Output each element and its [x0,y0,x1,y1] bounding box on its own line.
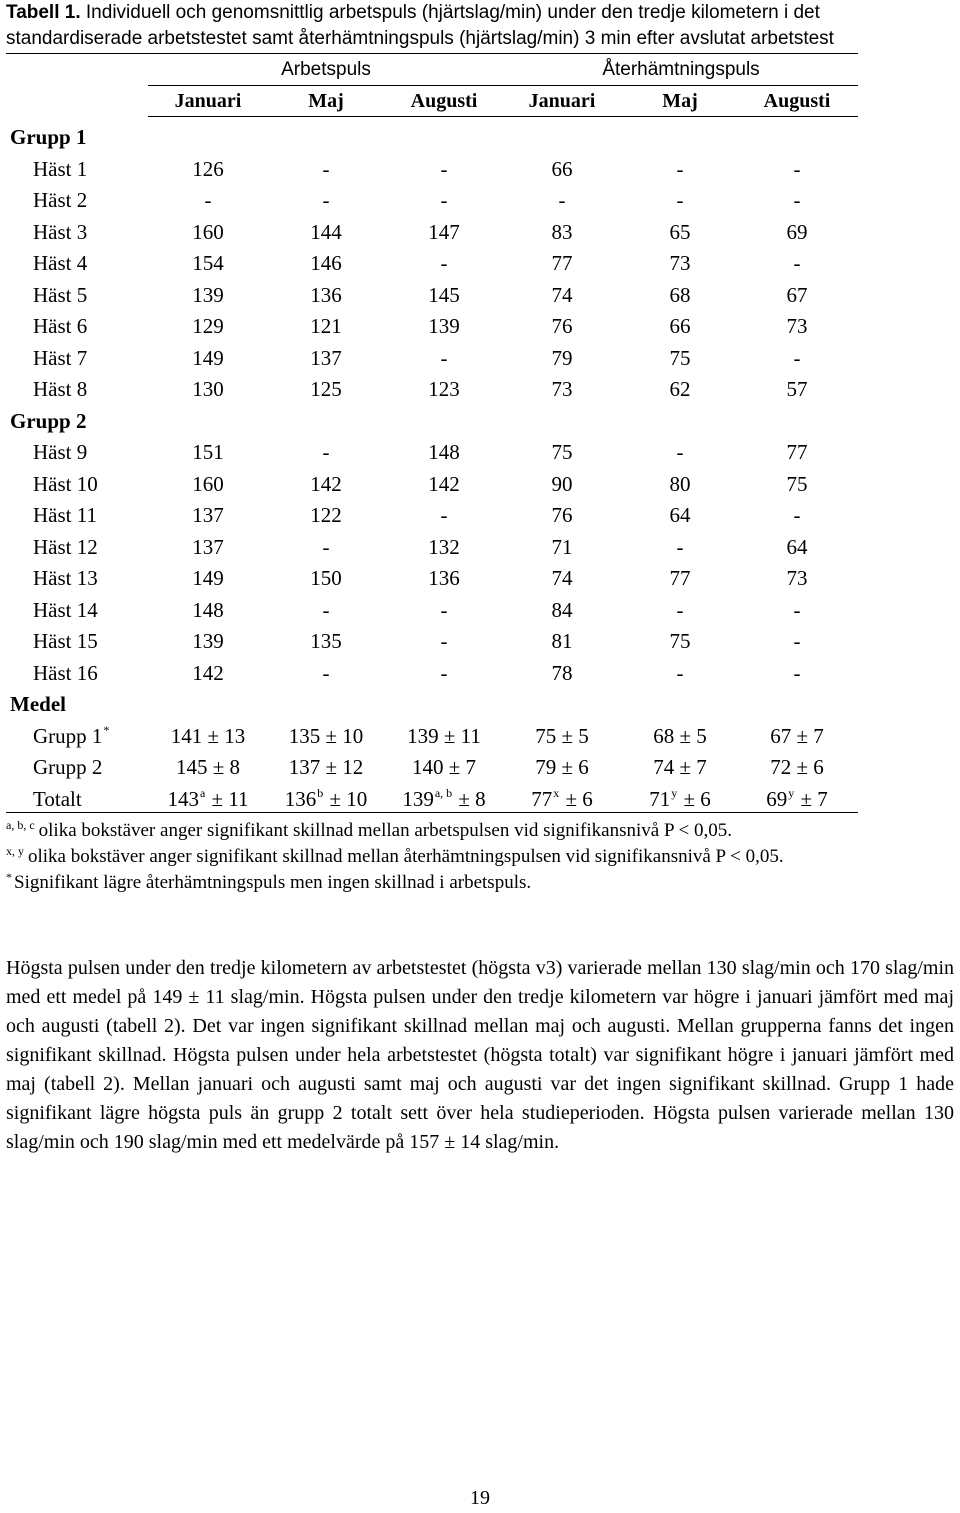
mean-cell [412,755,476,779]
table-cell: - [793,629,801,653]
table-cell: 125 [310,377,342,401]
table-cell: 137 [310,345,342,370]
mean-value: 139 [407,723,439,748]
row-label: Häst 7 [33,345,88,370]
significance-letter: x [553,785,560,800]
table-cell: 149 [192,566,224,590]
table-cell: 146 [310,251,342,275]
mean-value: 137 [288,755,321,779]
table-cell: 62 [669,377,691,401]
mean-value: 69 [766,786,788,811]
table-cell: 80 [669,471,691,496]
table-cell: - [440,188,448,212]
table-cell: 145 [428,282,460,307]
mean-cell [167,787,248,814]
mean-cell [653,755,707,779]
standard-deviation: ± 11 [211,786,249,811]
table-cell: 123 [428,377,460,401]
footnote-text: olika bokstäver anger signifikant skillnad mellan arbetspulsen vid signifikansnivå P < 0,05. [38,820,733,841]
group-title: Medel [10,692,66,716]
table-cell: - [440,345,448,370]
table-cell: 137 [192,503,224,527]
table-cell: 75 [551,440,573,464]
footnote-text: olika bokstäver anger signifikant skillnad mellan återhämtningspulsen vid signifikansnivå P < 0,05. [28,846,784,867]
footnote-significance-arbetspuls [6,819,732,844]
column-header: Augusti [410,90,478,112]
table-cell: 147 [428,219,460,244]
column-header: Januari [528,90,596,112]
group-header-arbetspuls: Arbetspuls [281,59,371,80]
table-cell: 160 [192,219,224,244]
table-cell: 160 [192,471,224,496]
significance-mark: * [103,722,110,737]
table-cell: - [793,251,801,275]
table-cell: 81 [551,629,573,653]
standard-deviation: ± 7 [796,723,824,748]
table-cell: 90 [551,471,573,496]
column-header: Maj [308,90,344,112]
mean-cell [531,787,593,814]
table-cell: - [322,156,330,181]
table-cell: 75 [669,629,691,653]
standard-deviation: ± 10 [329,786,368,811]
group-header-aterhamtningspuls: Återhämtningspuls [602,59,760,80]
table-cell: - [322,597,330,622]
mean-cell [766,787,828,814]
table-cell: - [676,440,684,464]
mean-cell [171,724,246,748]
table-cell: 75 [669,345,691,370]
mean-value: 141 [170,723,203,748]
table-cell: 64 [669,503,691,527]
column-header: Augusti [763,90,831,112]
row-label [33,724,110,751]
group-title: Grupp 2 [10,408,87,433]
row-label: Häst 4 [33,251,88,275]
mean-value: 139 [402,786,434,811]
table-cell: - [676,660,684,685]
body-paragraph: Högsta pulsen under den tredje kilometern av arbetstestet (högsta v3) varierade mellan 130 slag/min och 170 slag/min med ett medel på 149 ± 11 slag/min. Högsta pulsen under den tredje kilometern var högre i januari jämfört med maj och augusti (tabell 2). Det var ingen signifikant skillnad mellan maj och augusti. Mellan grupperna fanns det ingen signifikant skillnad. Högsta pulsen under hela arbetstestet (högsta totalt) var signifikant högre i januari jämfört med maj (tabell 2). Mellan januari och augusti samt maj och augusti var det ingen signifikant skillnad. Grupp 1 hade signifikant lägre högsta puls än grupp 2 totalt sett över hela studieperioden. Högsta pulsen varierade mellan 130 slag/min och 190 slag/min med ett medelvärde på 157 ± 14 slag/min. [6,957,954,1153]
table-cell: - [793,503,801,527]
table-cell: - [440,251,448,275]
mean-value: 135 [288,723,321,748]
group-header-rule-arbetspuls [148,85,504,86]
mean-value: 75 [535,723,557,748]
table-cell: 150 [310,566,342,590]
row-label [33,787,82,811]
table-caption-label: Tabell 1. [6,2,81,23]
table-cell: - [793,345,801,370]
table-cell: - [676,156,684,181]
table-cell: 66 [669,314,691,338]
table-cell: - [793,597,801,622]
footnote-mark: * [6,870,12,884]
mean-value: 74 [653,755,675,779]
standard-deviation: ± 7 [800,786,828,811]
standard-deviation: ± 7 [679,755,707,779]
mean-cell [649,787,711,814]
mean-value: 136 [284,786,317,811]
mean-cell [176,755,240,779]
row-label: Häst 12 [33,534,98,559]
table-cell: 73 [551,377,573,401]
mean-value: 72 [770,755,792,779]
table-cell: - [793,156,801,181]
table-cell: 79 [551,345,573,370]
table-cell: 139 [192,629,224,653]
table-cell: 69 [786,219,808,244]
mean-value: 145 [175,755,208,779]
standard-deviation: ± 8 [212,755,241,779]
table-cell: 73 [786,566,808,590]
table-cell: 74 [551,282,573,307]
row-label: Häst 6 [33,314,88,338]
table-cell: - [676,534,684,559]
table-cell: 77 [786,440,808,464]
table-cell: - [440,660,448,685]
standard-deviation: ± 12 [325,755,364,779]
page-number: 19 [470,1487,490,1509]
mean-value: 79 [535,755,557,779]
table-cell: 129 [192,314,224,338]
table-cell: 139 [428,314,460,338]
mean-cell [770,724,824,748]
table-cell: 135 [310,629,342,653]
table-cell: 77 [669,566,691,590]
table-cell: 154 [192,251,224,275]
table-cell: 139 [192,282,224,307]
significance-letter: y [788,785,795,800]
table-cell: 132 [428,534,460,559]
standard-deviation: ± 8 [458,786,486,811]
table-cell: 65 [669,219,691,244]
mean-value: 67 [770,723,792,748]
row-label: Häst 3 [33,219,88,244]
table-cell: 130 [192,377,224,401]
table-cell: 148 [428,440,460,464]
table-cell: - [322,440,330,464]
footnote-mark: x, y [6,844,24,858]
table-cell: 126 [192,156,224,181]
column-header-rule [148,116,858,117]
table-cell: - [440,503,448,527]
footnote-significance-aterhamtningspuls [6,845,784,870]
table-cell: - [676,188,684,212]
mean-cell [770,755,824,779]
row-label: Häst 5 [33,282,88,307]
table-cell: 84 [551,597,573,622]
table-cell: 77 [551,251,573,275]
table-cell: 71 [551,534,573,559]
significance-letter: a, b [434,785,453,800]
mean-cell [535,724,589,748]
row-label [33,755,102,779]
row-label: Häst 1 [33,156,88,181]
footnote-text: Signifikant lägre återhämtningspuls men ingen skillnad i arbetspuls. [14,872,532,893]
standard-deviation: ± 6 [561,755,589,779]
mean-cell [653,724,707,748]
mean-cell [285,787,368,814]
table-cell: 122 [310,503,342,527]
footnote-asterisk [6,871,531,896]
significance-letter: b [317,785,324,800]
table-cell: 149 [192,345,224,370]
standard-deviation: ± 5 [561,723,589,748]
table-cell: 76 [551,314,573,338]
mean-value: 77 [531,786,553,811]
table-cell: - [204,188,212,212]
table-cell: - [793,660,801,685]
table-cell: - [558,188,566,212]
mean-value: 71 [649,786,671,811]
table-cell: 75 [786,471,808,496]
standard-deviation: ± 7 [448,755,477,779]
mean-cell [402,787,485,814]
row-label: Häst 13 [33,566,98,590]
column-header: Januari [174,90,242,112]
table-cell: 67 [786,282,808,307]
standard-deviation: ± 10 [325,723,364,748]
table-cell: 151 [192,440,224,464]
mean-cell [289,724,364,748]
row-label: Häst 10 [33,471,98,496]
table-cell: 83 [551,219,573,244]
mean-cell [407,724,481,748]
table-cell: - [676,597,684,622]
table-cell: 142 [428,471,460,496]
significance-letter: a [199,785,206,800]
row-label: Häst 16 [33,660,98,685]
column-header: Maj [662,90,698,112]
table-cell: 137 [192,534,224,559]
standard-deviation: ± 13 [207,723,246,748]
table-cell: 78 [551,660,573,685]
standard-deviation: ± 11 [443,723,481,748]
table-cell: 66 [551,156,573,181]
mean-value: 68 [653,723,675,748]
row-label: Häst 15 [33,629,98,653]
row-label: Häst 9 [33,440,88,464]
table-cell: 64 [786,534,808,559]
mean-cell [535,755,589,779]
table-cell: 73 [786,314,808,338]
table-cell: - [322,534,330,559]
significance-letter: y [671,785,678,800]
row-label-text: Grupp 2 [33,755,103,779]
table-top-rule [6,53,858,54]
table-cell: 68 [669,282,691,307]
row-label-text: Totalt [33,786,82,811]
standard-deviation: ± 6 [796,755,824,779]
standard-deviation: ± 5 [679,723,707,748]
table-cell: 142 [310,471,342,496]
table-cell: 57 [786,377,808,401]
table-cell: 136 [428,566,460,590]
table-cell: - [322,660,330,685]
mean-value: 143 [167,786,199,811]
footnote-mark: a, b, c [6,818,35,832]
row-label-text: Grupp 1 [33,723,103,748]
table-cell: 121 [310,314,342,338]
table-cell: 73 [669,251,691,275]
table-cell: 148 [192,597,224,622]
mean-cell [289,755,364,779]
table-cell: - [440,597,448,622]
group-header-rule-aterhamtningspuls [504,85,858,86]
row-label: Häst 14 [33,597,98,622]
table-cell: - [793,188,801,212]
standard-deviation: ± 6 [683,786,711,811]
table-cell: - [440,156,448,181]
row-label: Häst 8 [33,377,88,401]
table-cell: 74 [551,566,573,590]
table-cell: - [322,188,330,212]
table-cell: 136 [310,282,342,307]
table-cell: - [440,629,448,653]
group-title: Grupp 1 [10,125,87,149]
table-caption-text: Individuell och genomsnittlig arbetspuls (hjärtslag/min) under den tredje kilometern i det standardiserade arbetstestet samt återhämtningspuls (hjärtslag/min) 3 min efter avslutat arbetstest [6,2,834,49]
mean-value: 140 [411,755,444,779]
table-cell: 144 [310,219,342,244]
table-cell: 76 [551,503,573,527]
row-label: Häst 11 [33,503,97,527]
standard-deviation: ± 6 [565,786,593,811]
table-cell: 142 [192,660,224,685]
row-label: Häst 2 [33,188,88,212]
